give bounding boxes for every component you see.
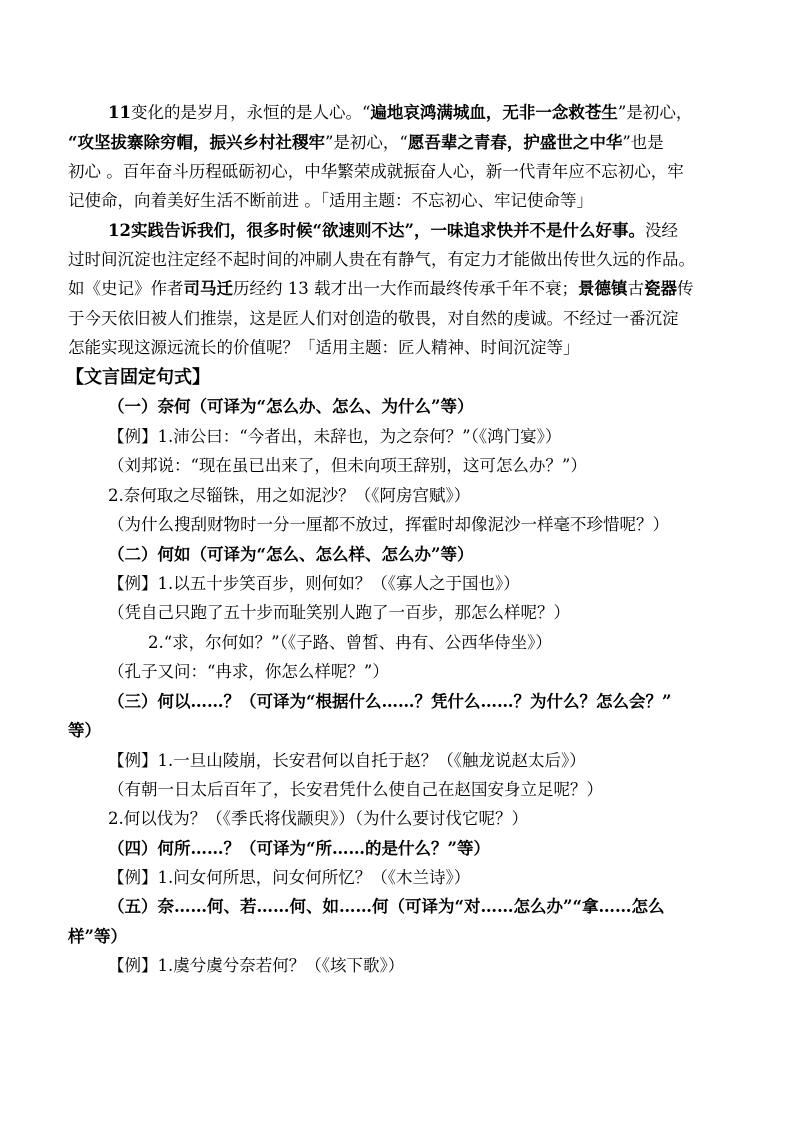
p11-line-4: 记使命，向着美好生活不断前进 。「适用主题：不忘初心、牢记使命等」 — [68, 191, 593, 210]
s1-heading: （一）奈何（可译为“怎么办、怎么、为什么”等） — [108, 397, 474, 416]
s2-example-2: 2.“求，尔何如？”（《子路、曾皙、冉有、公西华侍坐》） — [148, 633, 552, 652]
p11-line-3: 初心 。百年奋斗历程砥砺初心，中华繁荣成就振奋人心，新一代青年应不忘初心，牢 — [68, 162, 684, 181]
bold-text-segment: “攻坚拔寨除穷帽，振兴乡村社稷牢 — [68, 133, 325, 152]
s4-example-1: 【例】1.问女何所思，问女何所忆？（《木兰诗》） — [108, 868, 471, 887]
bold-text-segment: 愿吾辈之青春，护盛世之中华 — [407, 133, 623, 152]
s1-example-1-translation: （刘邦说：“现在虽已出来了，但未向项王辞别，这可怎么办？”） — [108, 456, 587, 475]
bold-text-segment: 司马迁 — [183, 279, 233, 298]
s1-example-1: 【例】1.沛公曰：“今者出，未辞也，为之奈何？”（《鸿门宴》） — [108, 427, 562, 446]
p12-line-3 — [68, 277, 694, 301]
text-segment: ”是初心，“ — [325, 133, 408, 152]
s1-example-2: 2.奈何取之尽锱铢，用之如泥沙？（《阿房宫赋》） — [108, 486, 471, 505]
s3-example-2: 2.何以伐为？（《季氏将伐颛臾》）（为什么要讨伐它呢？） — [108, 809, 528, 828]
s1-example-2-translation: （为什么搜刮财物时一分一厘都不放过，挥霍时却像泥沙一样毫不珍惜呢？） — [108, 515, 669, 534]
text-segment: 如《史记》作者 — [68, 279, 184, 298]
text-segment: 变化的是岁月，永恒的是人心。“ — [130, 103, 371, 122]
text-segment: ”是初心， — [617, 103, 693, 122]
p11-line-1 — [108, 101, 692, 125]
bold-text-segment: 瓷器 — [644, 279, 677, 298]
s5-heading-line-1: （五）奈……何、若……何、如……何（可译为“对……怎么办”“拿……怎么 — [108, 897, 665, 916]
p12-line-1 — [108, 219, 678, 243]
p12-line-2: 过时间沉淀也注定经不起时间的冲刷人贵在有静气，有定力才能做出传世久远的作品。 — [68, 250, 695, 269]
text-segment: 历经约 13 载才出一大作而最终传承千年不衰； — [233, 279, 578, 298]
bold-text-segment: 遍地哀鸿满城血，无非一念救苍生 — [370, 103, 618, 122]
s2-example-1-translation: （凭自己只跑了五十步而耻笑别人跑了一百步，那怎么样呢？） — [108, 603, 570, 622]
bold-text-segment: 11 — [108, 103, 131, 122]
bold-text-segment: 12实践告诉我们，很多时候“欲速则不达”，一味追求快并不是什么好事。 — [108, 221, 645, 240]
bold-text-segment: 景德镇 — [578, 279, 628, 298]
text-segment: 没经 — [644, 221, 678, 240]
s4-heading: （四）何所……？（可译为“所……的是什么？”等） — [108, 839, 490, 858]
s5-example-1: 【例】1.虞兮虞兮奈若何？（《垓下歌》） — [108, 956, 405, 975]
p11-line-2 — [68, 131, 664, 155]
s2-example-1: 【例】1.以五十步笑百步，则何如？（《寡人之于国也》） — [108, 574, 520, 593]
section-title: 【文言固定句式】 — [66, 367, 210, 388]
s3-heading-line-2: 等） — [68, 721, 101, 740]
text-segment: 传 — [677, 279, 694, 298]
text-segment: ”也是 — [622, 133, 664, 152]
s3-example-1-translation: （有朝一日太后百年了，长安君凭什么使自己在赵国安身立足呢？） — [108, 780, 603, 799]
s3-heading-line-1: （三）何以……？（可译为“根据什么……？凭什么……？为什么？怎么会？” — [108, 692, 672, 711]
p12-line-5: 怎能实现这源远流长的价值呢？「适用主题：匠人精神、时间沉淀等」 — [68, 338, 580, 357]
p12-line-4: 于今天依旧被人们推崇，这是匠人们对创造的敬畏，对自然的虔诚。不经过一番沉淀 — [68, 309, 679, 328]
s3-example-1: 【例】1.一旦山陵崩，长安君何以自托于赵？（《触龙说赵太后》） — [108, 751, 586, 770]
s2-heading: （二）何如（可译为“怎么、怎么样、怎么办”等） — [108, 545, 474, 564]
s5-heading-line-2: 样”等） — [68, 927, 127, 946]
text-segment: 古 — [627, 279, 644, 298]
s2-example-2-translation: （孔子又问：“冉求，你怎么样呢？”） — [108, 662, 389, 681]
